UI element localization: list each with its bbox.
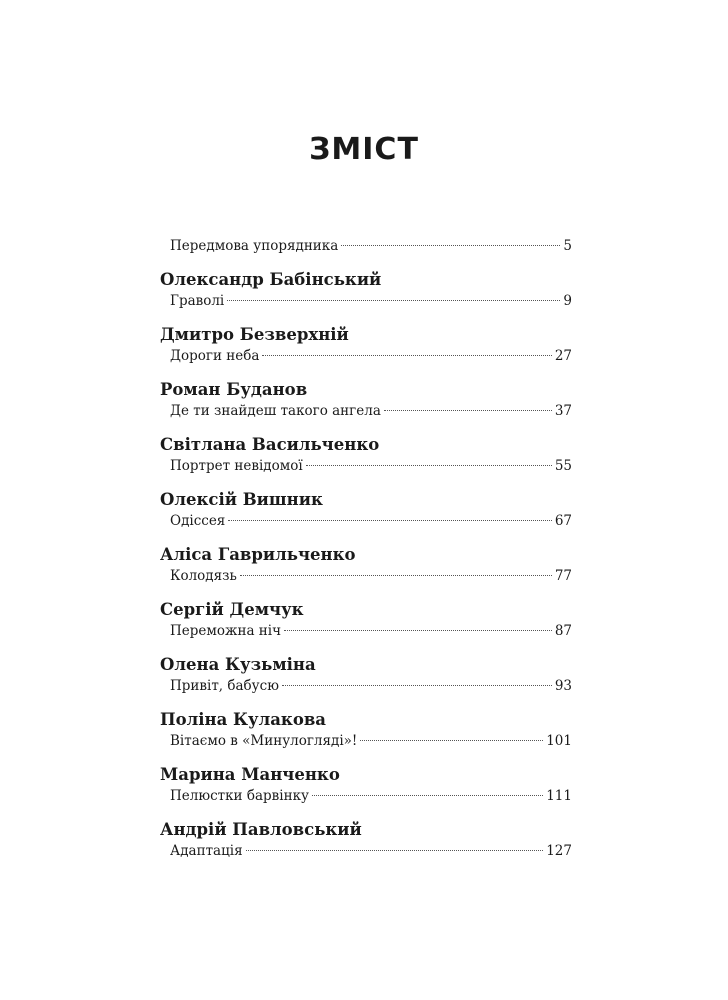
dot-leader — [228, 520, 551, 521]
toc-page-number: 37 — [554, 403, 572, 419]
toc-work-row — [160, 456, 572, 476]
toc-entry[interactable] — [160, 654, 572, 696]
toc-work-row — [160, 676, 572, 696]
toc-work-row — [160, 786, 572, 806]
toc-intro-row[interactable] — [160, 236, 572, 256]
dot-leader — [384, 410, 552, 411]
toc-author: Олексій Вишник — [160, 490, 323, 509]
toc-work-row — [160, 346, 572, 366]
toc-work-title: Колодязь — [170, 568, 237, 584]
dot-leader — [341, 245, 560, 246]
toc-entry[interactable] — [160, 434, 572, 476]
toc-author: Роман Буданов — [160, 380, 308, 399]
toc-page-number: 93 — [554, 678, 572, 694]
page-title: ЗМІСТ — [309, 132, 419, 167]
toc-page-number: 55 — [554, 458, 572, 474]
toc-author: Світлана Васильченко — [160, 435, 380, 454]
toc-author: Андрій Павловський — [160, 820, 362, 839]
dot-leader — [306, 465, 552, 466]
toc-work-title: Портрет невідомої — [170, 458, 303, 474]
toc-intro-page: 5 — [563, 238, 572, 254]
toc-work-row — [160, 566, 572, 586]
dot-leader — [284, 630, 552, 631]
toc-work-title: Одіссея — [170, 513, 226, 529]
toc-work-row — [160, 401, 572, 421]
toc-work-row — [160, 731, 572, 751]
dot-leader — [227, 300, 560, 301]
toc-entry[interactable] — [160, 324, 572, 366]
toc-page-number: 77 — [554, 568, 572, 584]
toc-page-number: 67 — [554, 513, 572, 529]
dot-leader — [240, 575, 552, 576]
toc-entry[interactable] — [160, 269, 572, 311]
toc-work-row — [160, 841, 572, 861]
table-of-contents — [160, 236, 572, 861]
toc-work-title: Привіт, бабусю — [170, 678, 279, 694]
toc-entry[interactable] — [160, 544, 572, 586]
toc-entry[interactable] — [160, 709, 572, 751]
toc-work-title: Вітаємо в «Минулогляді»! — [170, 733, 358, 749]
toc-author: Сергій Демчук — [160, 600, 304, 619]
toc-page-number: 127 — [546, 843, 572, 859]
toc-entry[interactable] — [160, 489, 572, 531]
toc-work-row — [160, 511, 572, 531]
toc-work-row — [160, 621, 572, 641]
toc-page-number: 27 — [554, 348, 572, 364]
toc-entry[interactable] — [160, 764, 572, 806]
toc-intro-label: Передмова упорядника — [170, 238, 339, 254]
toc-work-title: Переможна ніч — [170, 623, 282, 639]
dot-leader — [262, 355, 551, 356]
dot-leader — [282, 685, 552, 686]
toc-author: Олена Кузьміна — [160, 655, 316, 674]
toc-work-title: Пелюстки барвінку — [170, 788, 309, 804]
toc-entry[interactable] — [160, 819, 572, 861]
dot-leader — [246, 850, 544, 851]
toc-entry[interactable] — [160, 599, 572, 641]
dot-leader — [360, 740, 543, 741]
toc-author: Олександр Бабінський — [160, 270, 382, 289]
toc-page-number: 111 — [546, 788, 572, 804]
toc-author: Дмитро Безверхній — [160, 325, 349, 344]
toc-work-title: Граволі — [170, 293, 225, 309]
toc-work-title: Дороги неба — [170, 348, 260, 364]
toc-work-title: Де ти знайдеш такого ангела — [170, 403, 381, 419]
toc-author: Марина Манченко — [160, 765, 340, 784]
toc-author: Поліна Кулакова — [160, 710, 326, 729]
toc-entry[interactable] — [160, 379, 572, 421]
toc-work-title: Адаптація — [170, 843, 243, 859]
toc-author: Аліса Гаврильченко — [160, 545, 356, 564]
toc-page-number: 9 — [563, 293, 572, 309]
dot-leader — [312, 795, 543, 796]
toc-work-row — [160, 291, 572, 311]
toc-page-number: 101 — [546, 733, 572, 749]
toc-page-number: 87 — [554, 623, 572, 639]
